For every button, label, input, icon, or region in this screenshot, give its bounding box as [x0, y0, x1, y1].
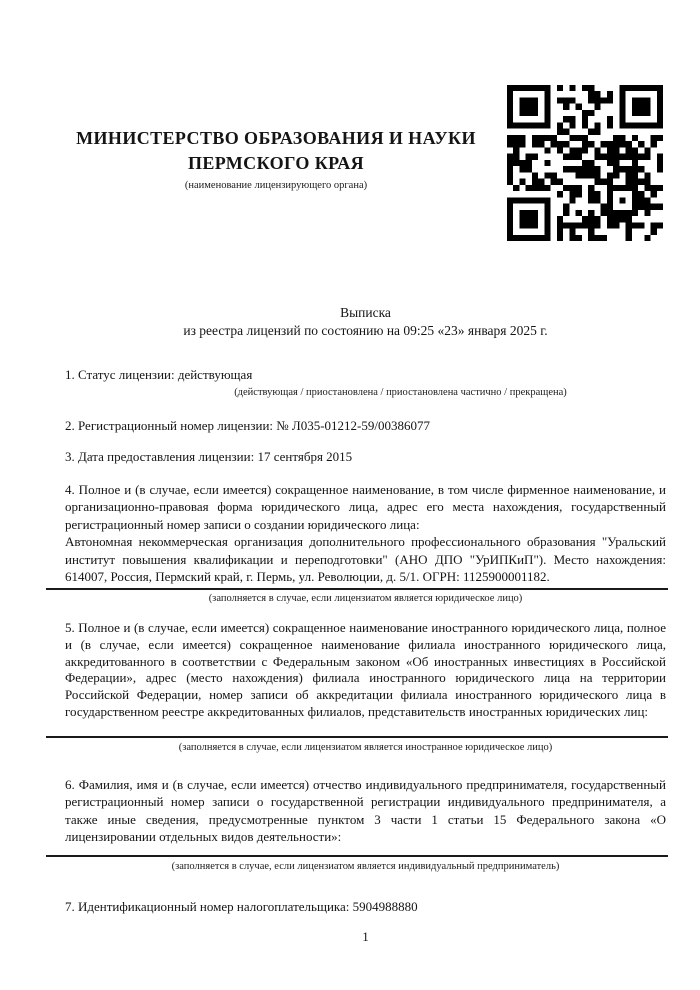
page-number: 1	[362, 929, 369, 944]
field-inn: 7. Идентификационный номер налогоплательщика: 5904988880	[65, 899, 418, 914]
ministry-caption: (наименование лицензирующего органа)	[184, 180, 368, 191]
divider-entrepreneur	[46, 855, 668, 857]
divider-legal-entity	[46, 588, 668, 590]
field-license-status: 1. Статус лицензии: действующая	[65, 367, 253, 382]
field-legal-entity-caption: (заполняется в случае, если лицензиатом является юридическое лицо)	[208, 593, 523, 604]
field-legal-entity	[65, 481, 666, 585]
field-foreign-entity-caption: (заполняется в случае, если лицензиатом является иностранное юридическое лицо)	[178, 742, 553, 753]
ministry-name-line1: МИНИСТЕРСТВО ОБРАЗОВАНИЯ И НАУКИ	[76, 128, 476, 148]
qr-code-icon	[507, 85, 663, 241]
licensing-authority-header	[46, 126, 506, 192]
ministry-name-line2: ПЕРМСКОГО КРАЯ	[187, 153, 365, 173]
document-title	[65, 304, 666, 339]
field-foreign-entity-prompt: 5. Полное и (в случае, если имеется) сокращенное наименование иностранного юридического лица, полное и (в случае, если имеется) сокращенное наименование филиала иностранного юридического лица, аккредитованного в соответствии с Федеральным законом «Об иностранных инвестициях в Российской Федерации», адрес (место нахождения) филиала иностранного юридического лица на территории Российской Федерации, номер записи об аккредитации филиала иностранного юридического лица в государственном реестре аккредитованных филиалов, представительств иностранных юридических лиц:	[65, 620, 666, 719]
field-entrepreneur-prompt: 6. Фамилия, имя и (в случае, если имеется) отчество индивидуального предпринимателя, государственный регистрационный номер записи о государственной регистрации индивидуального предпринимателя, а также иные сведения, предусмотренные пунктом 3 части 1 статьи 15 Федерального закона «О лицензировании отдельных видов деятельности»:	[65, 777, 666, 845]
field-legal-entity-prompt: 4. Полное и (в случае, если имеется) сокращенное наименование, в том числе фирменное наименование, и организационно-правовая форма юридического лица, адрес его места нахождения, государственный регистрационный номер записи о создании юридического лица:	[65, 482, 666, 532]
field-license-status-caption: (действующая / приостановлена / приостановлена частично / прекращена)	[234, 387, 567, 398]
field-entrepreneur-caption: (заполняется в случае, если лицензиатом является индивидуальный предприниматель)	[171, 861, 560, 872]
field-grant-date: 3. Дата предоставления лицензии: 17 сентября 2015	[65, 449, 353, 464]
divider-foreign-entity	[46, 736, 668, 738]
field-legal-entity-value: Автономная некоммерческая организация дополнительного профессионального образования "Уральский институт повышения квалификации и переподготовки" (АНО ДПО "УрИПКиП"). Место нахождения: 614007, Россия, Пермский край, г. Пермь, ул. Революции, д. 5/1. ОГРН: 1125900001182.	[65, 534, 666, 585]
field-registration-number: 2. Регистрационный номер лицензии: № Л035-01212-59/00386077	[65, 418, 431, 433]
field-foreign-entity	[65, 620, 666, 721]
document-title-line1: Выписка	[340, 305, 391, 320]
document-title-line2: из реестра лицензий по состоянию на 09:25 «23» января 2025 г.	[183, 322, 548, 338]
field-entrepreneur	[65, 776, 666, 846]
